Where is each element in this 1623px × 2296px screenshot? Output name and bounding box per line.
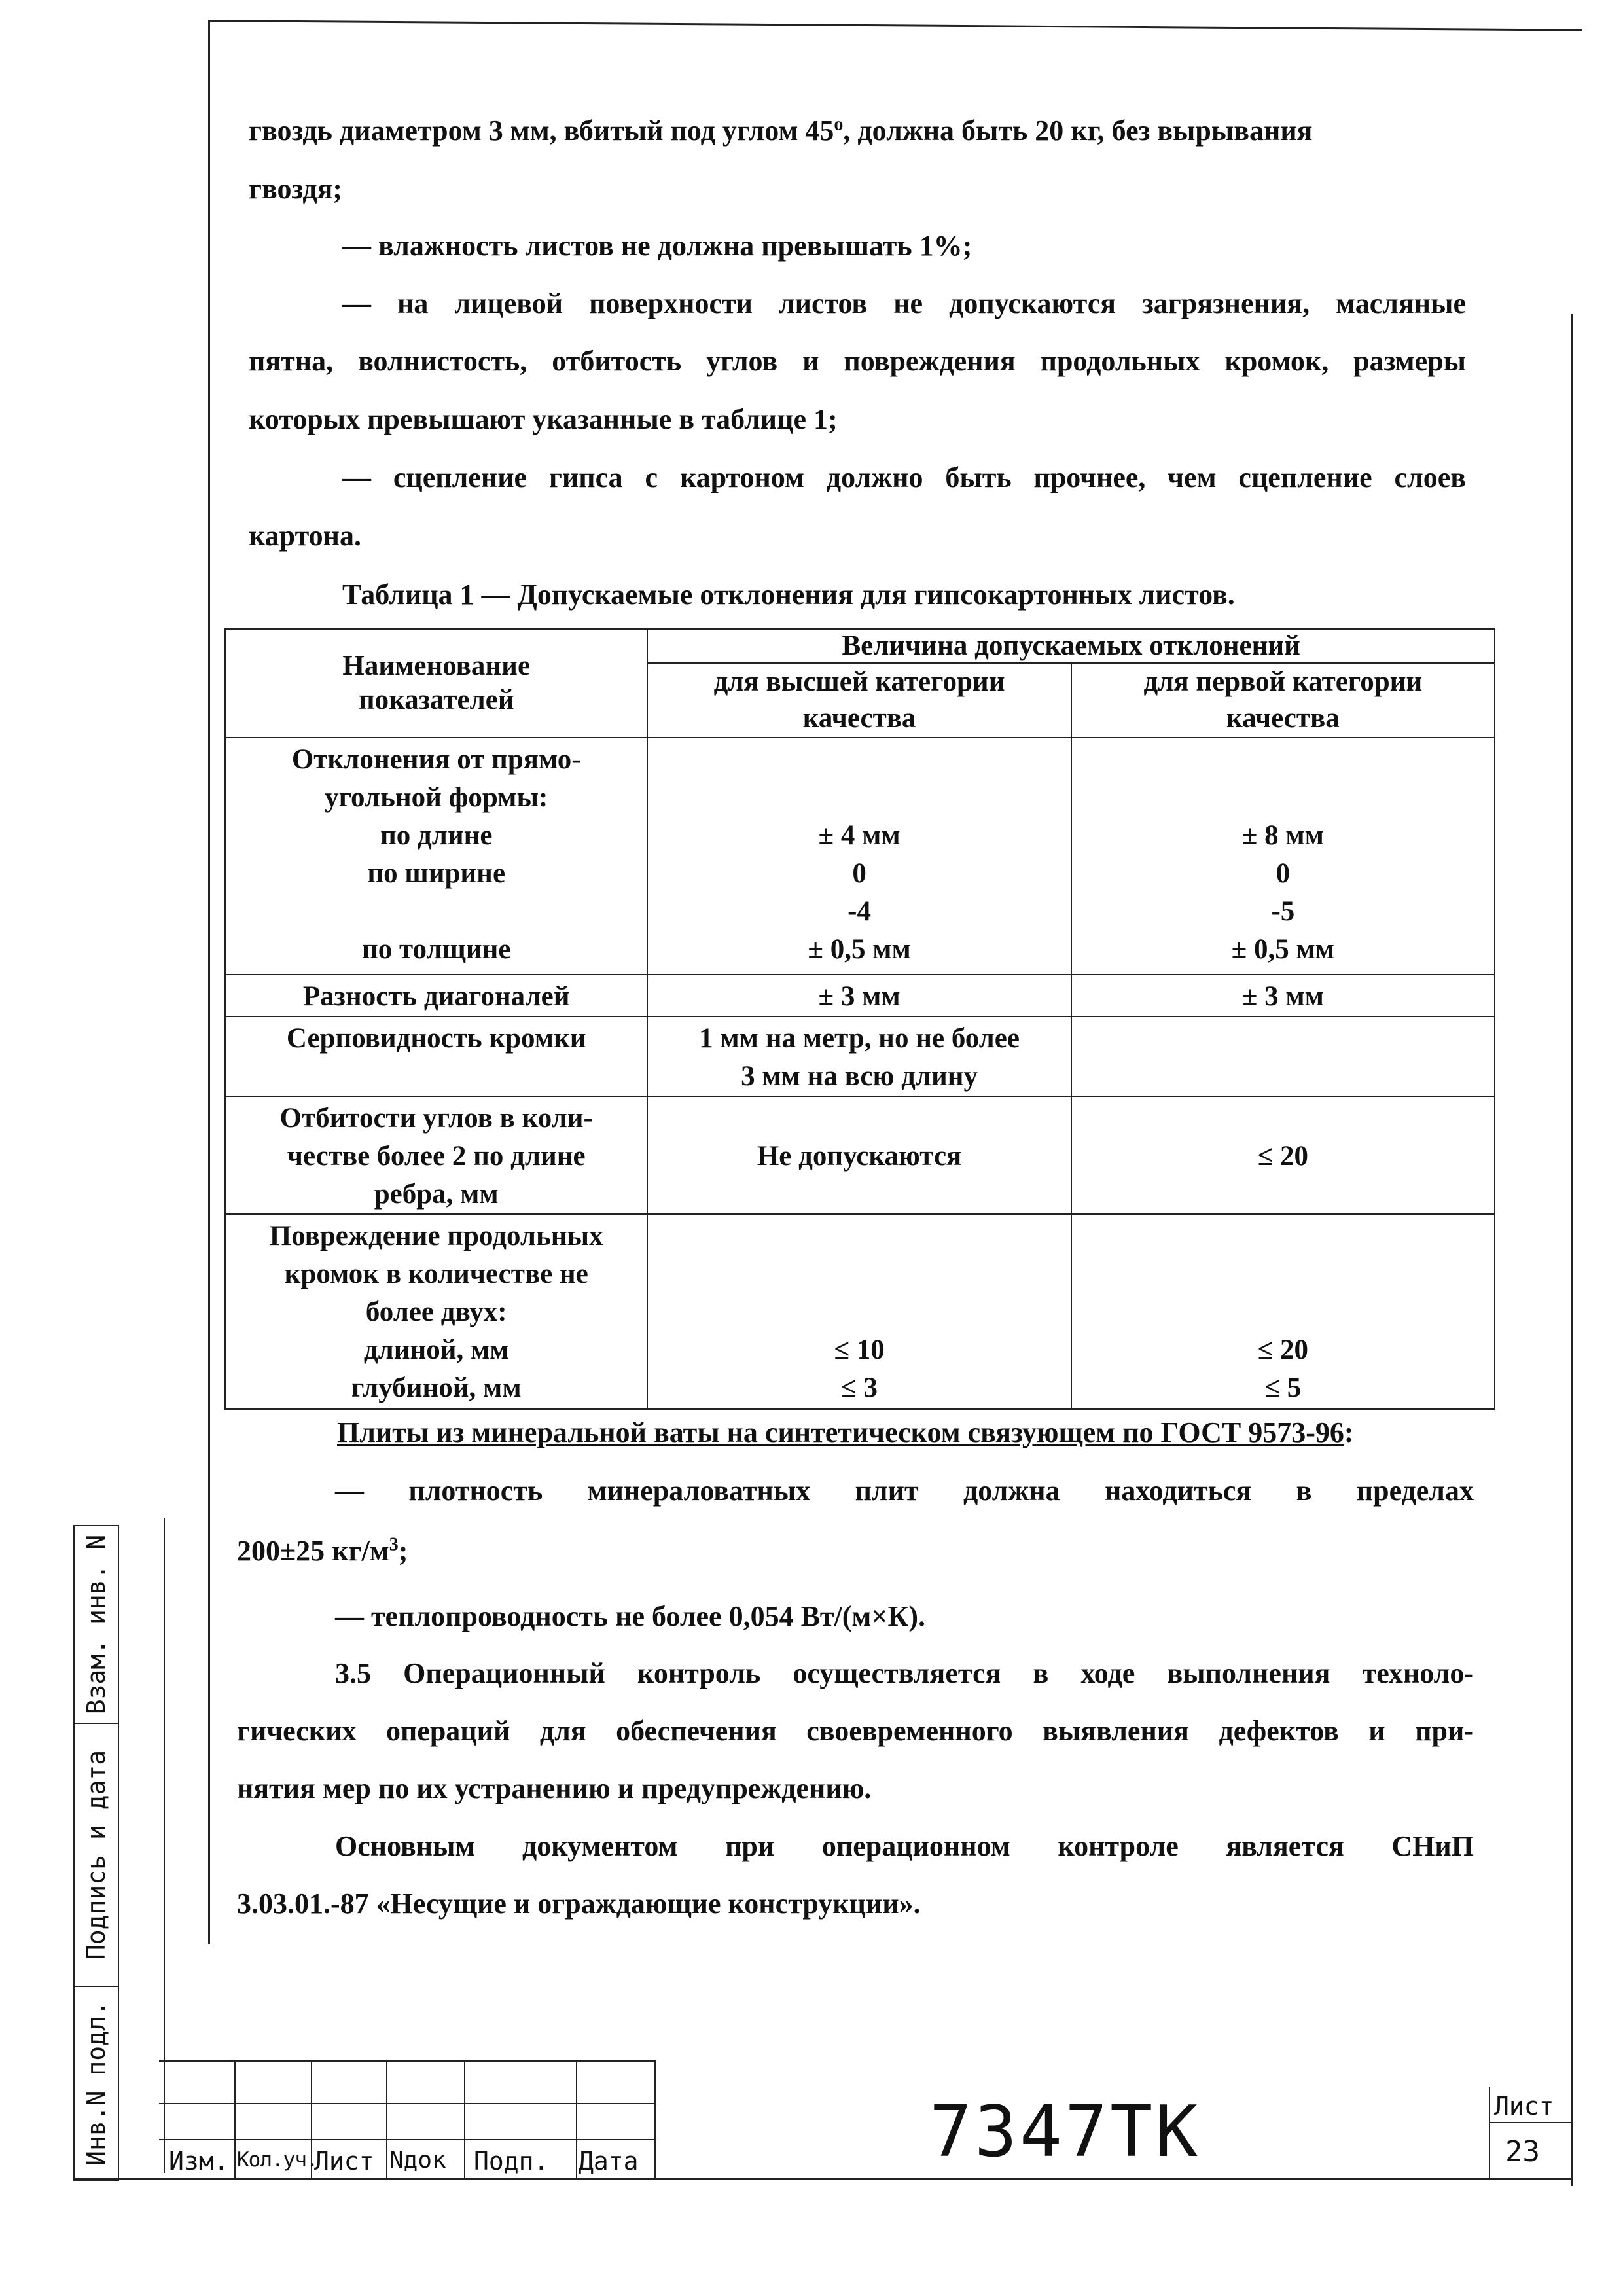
cell-high: ≤ 10 ≤ 3 — [647, 1214, 1071, 1409]
bullet-density-line2 — [237, 1535, 408, 1567]
cell-name: Серповидность кромки — [225, 1016, 647, 1096]
p35-line3: нятия мер по их устранению и предупреждению. — [237, 1772, 872, 1804]
tb-kol: Кол.уч. — [237, 2148, 318, 2172]
tb-col3 — [386, 2060, 387, 2179]
frame-stub-left — [164, 1518, 165, 2173]
side-label: Взам. инв. N — [82, 1534, 111, 1715]
table-row — [225, 1096, 1495, 1214]
text-line: гвоздя; — [249, 173, 343, 205]
tb-sheet-mid — [1489, 2122, 1572, 2123]
table-row — [225, 975, 1495, 1016]
side-stamp-podpis — [73, 1723, 119, 1987]
side-label: Подпись и дата — [82, 1749, 111, 1960]
tb-top — [159, 2060, 656, 2062]
tb-col6 — [654, 2060, 656, 2179]
sheet-label: Лист — [1494, 2092, 1554, 2121]
tb-ndok: Nдок — [389, 2147, 446, 2174]
frame-left — [208, 20, 210, 1944]
bullet-moisture: — влажность листов не должна превышать 1%; — [342, 230, 972, 262]
cell-high: 1 мм на метр, но не более 3 мм на всю длину — [647, 1016, 1071, 1096]
cell-first: ± 3 мм — [1071, 975, 1495, 1016]
bullet-surface-line2: пятна, волнистость, отбитость углов и повреждения продольных кромок, размеры — [249, 345, 1466, 377]
table-header-row — [225, 629, 1495, 663]
deviations-table — [224, 628, 1495, 1410]
cell-first — [1071, 1016, 1495, 1096]
p35-line1: 3.5 Операционный контроль осуществляется в ходе выполнения техноло- — [335, 1657, 1474, 1689]
tb-row2 — [159, 2103, 656, 2104]
p36-line1: Основным документом при операционном контроле является СНиП — [335, 1830, 1474, 1862]
tb-col1 — [234, 2060, 236, 2179]
text-line: гвоздь диаметром 3 мм, вбитый под углом 45 — [249, 115, 834, 147]
bullet-adhesion-line1: — сцепление гипса с картоном должно быть прочнее, чем сцепление слоев — [342, 461, 1466, 493]
tb-sheet-left — [1489, 2087, 1490, 2179]
table-caption: Таблица 1 — Допускаемые отклонения для гипсокартонных листов. — [342, 579, 1235, 611]
cell-first: ± 8 мм 0 -5 ± 0,5 мм — [1071, 738, 1495, 975]
cell-name: Отбитости углов в коли- честве более 2 по длине ребра, мм — [225, 1096, 647, 1214]
frame-bottom — [73, 2178, 1573, 2180]
header-name: Наименование показателей — [225, 629, 647, 738]
cell-name: Повреждение продольных кромок в количестве не более двух: длиной, мм глубиной, мм — [225, 1214, 647, 1409]
bullet-surface-line1: — на лицевой поверхности листов не допускаются загрязнения, масляные — [342, 287, 1466, 319]
cell-name: Разность диагоналей — [225, 975, 647, 1016]
side-stamp-inv — [73, 1986, 119, 2181]
p35-line2: гических операций для обеспечения своевременного выявления дефектов и при- — [237, 1715, 1474, 1747]
tb-list: Лист — [314, 2147, 374, 2176]
doc-code: 7347ТК — [929, 2091, 1201, 2173]
cell-first: ≤ 20 ≤ 5 — [1071, 1214, 1495, 1409]
cell-first: ≤ 20 — [1071, 1096, 1495, 1214]
header-group: Величина допускаемых отклонений — [647, 629, 1495, 663]
tb-podp: Подп. — [474, 2147, 549, 2176]
tb-data: Дата — [579, 2147, 639, 2176]
tb-col4 — [464, 2060, 465, 2179]
text-line: ; — [398, 1535, 408, 1567]
frame-top — [208, 20, 1582, 31]
tb-row3 — [159, 2139, 656, 2140]
superscript: o — [834, 114, 844, 135]
text-line: 200±25 кг/м — [237, 1535, 389, 1567]
cell-high: ± 3 мм — [647, 975, 1071, 1016]
tb-izm: Изм. — [169, 2147, 229, 2176]
table-row — [225, 738, 1495, 975]
mineral-heading — [337, 1417, 1354, 1448]
p36-line2: 3.03.01.-87 «Несущие и ограждающие конструкции». — [237, 1888, 921, 1920]
cell-high: Не допускаются — [647, 1096, 1071, 1214]
text-line: , должна быть 20 кг, без вырывания — [843, 115, 1313, 147]
header-high: для высшей категории качества — [647, 663, 1071, 738]
paragraph-nail — [249, 115, 1492, 147]
bullet-surface-line3: которых превышают указанные в таблице 1; — [249, 403, 838, 435]
heading-colon: : — [1344, 1416, 1354, 1448]
heading-text: Плиты из минеральной ваты на синтетическом связующем по ГОСТ 9573-96 — [337, 1416, 1344, 1448]
table-row — [225, 1214, 1495, 1409]
header-first: для первой категории качества — [1071, 663, 1495, 738]
side-stamp-vzam — [73, 1525, 119, 1724]
bullet-conductivity: — теплопроводность не более 0,054 Вт/(м×К). — [335, 1600, 926, 1632]
bullet-density-line1: — плотность минераловатных плит должна находиться в пределах — [335, 1475, 1474, 1507]
bullet-adhesion-line2: картона. — [249, 520, 361, 552]
superscript: 3 — [389, 1534, 399, 1555]
table-row — [225, 1016, 1495, 1096]
side-label: Инв.N подл. — [82, 2001, 111, 2166]
sheet-number: 23 — [1505, 2135, 1540, 2168]
cell-high: ± 4 мм 0 -4 ± 0,5 мм — [647, 738, 1071, 975]
frame-right — [1571, 314, 1573, 2186]
tb-col5 — [576, 2060, 577, 2179]
cell-name: Отклонения от прямо- угольной формы: по длине по ширине по толщине — [225, 738, 647, 975]
